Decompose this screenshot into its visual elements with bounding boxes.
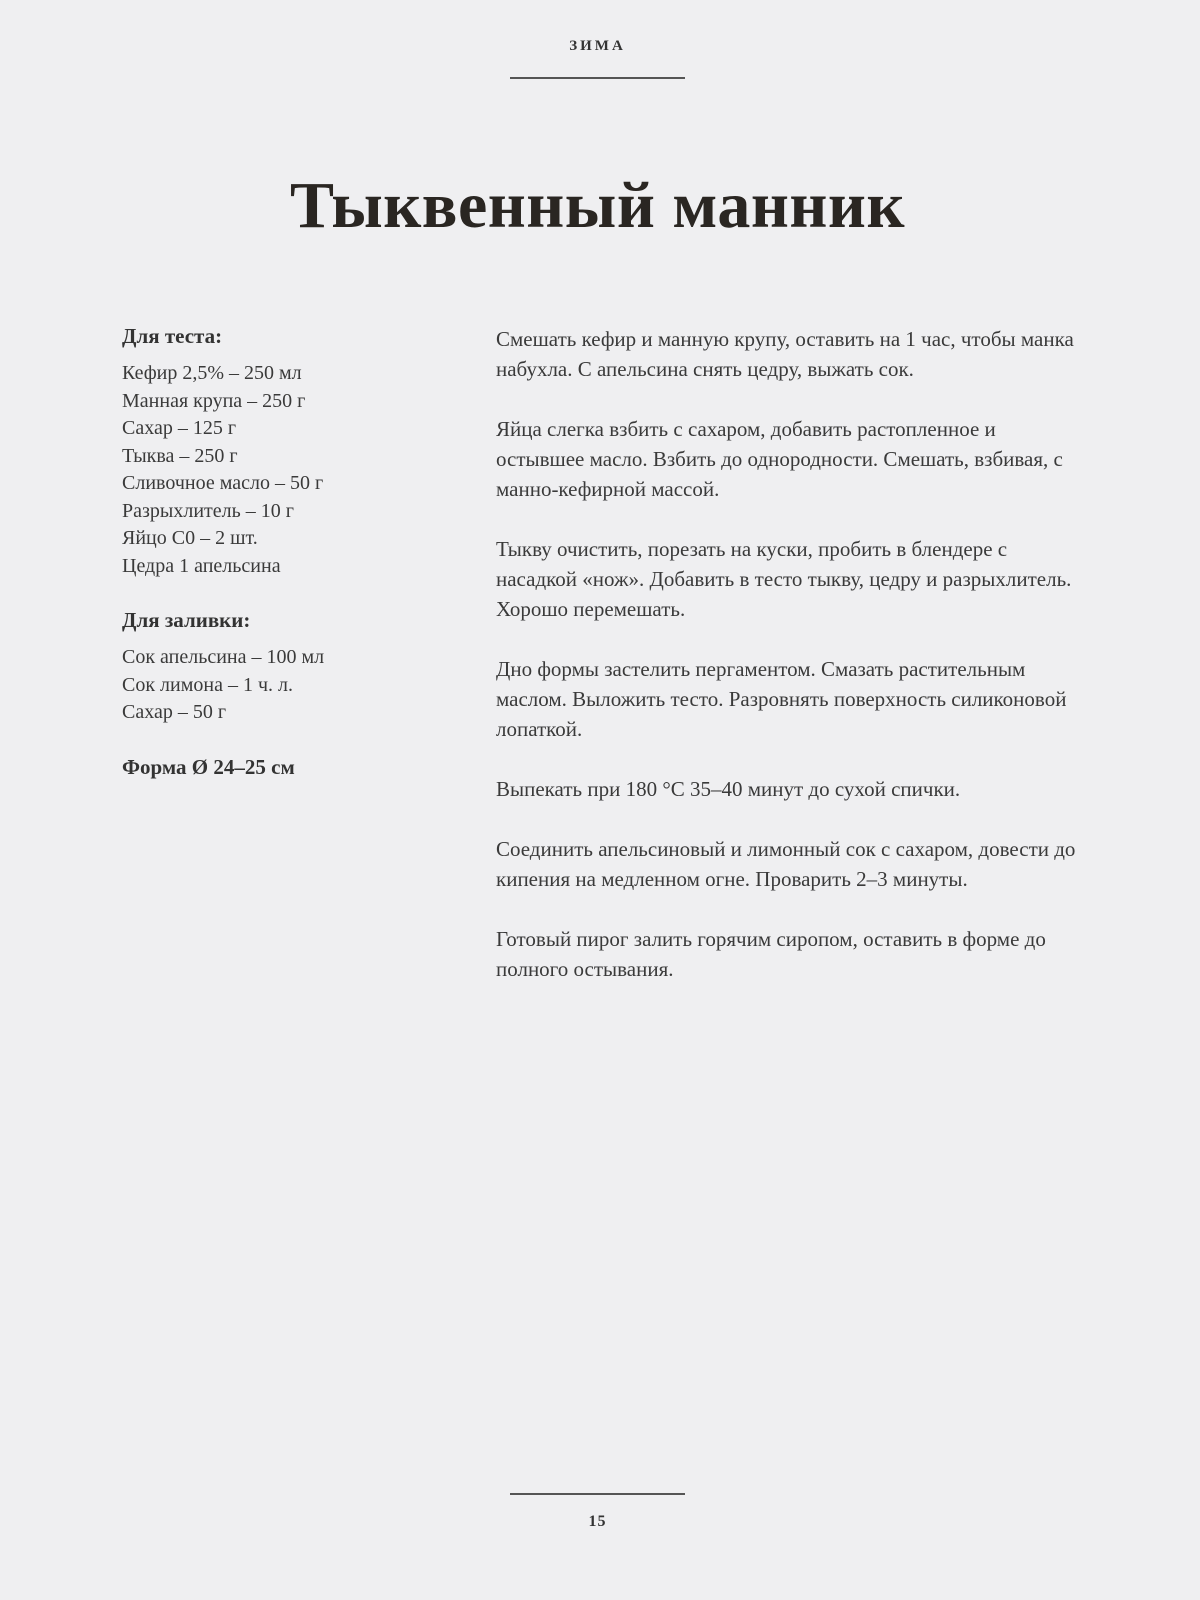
dough-heading: Для теста:: [122, 324, 223, 348]
ingredient-item: Сливочное масло – 50 г: [122, 472, 324, 494]
method-step: Готовый пирог залить горячим сиропом, оставить в форме до полного остывания.: [496, 927, 1046, 981]
method-step: Дно формы застелить пергаментом. Смазать растительным маслом. Выложить тесто. Разровнять поверхность силиконовой лопаткой.: [496, 657, 1067, 741]
footer-divider: [510, 1493, 685, 1495]
ingredient-item: Сок лимона – 1 ч. л.: [122, 673, 294, 696]
ingredients-column: [122, 322, 462, 781]
method-column: [496, 324, 1086, 1014]
section-label: ЗИМА: [569, 38, 626, 54]
ingredient-item: Тыква – 250 г: [122, 444, 238, 467]
pan-size: Форма Ø 24–25 см: [122, 754, 295, 779]
method-step: Тыкву очистить, порезать на куски, пробить в блендере с насадкой «нож». Добавить в тесто тыкву, цедру и разрыхлитель. Хорошо перемешать.: [496, 537, 1072, 621]
method-step: Соединить апельсиновый и лимонный сок с сахаром, довести до кипения на медленном огне. Проварить 2–3 минуты.: [496, 837, 1076, 891]
ingredient-item: Сахар – 125 г: [122, 417, 237, 439]
ingredient-item: Сок апельсина – 100 мл: [122, 646, 325, 668]
dough-ingredient-list: [122, 360, 462, 580]
syrup-ingredient-list: [122, 644, 462, 727]
spacer: [122, 580, 462, 606]
method-step: Яйца слегка взбить с сахаром, добавить растопленное и остывшее масло. Взбить до однородности. Смешать, взбивая, с манно-кефирной массой.: [496, 417, 1063, 501]
method-step: Смешать кефир и манную крупу, оставить на 1 час, чтобы манка набухла. С апельсина снять цедру, выжать сок.: [496, 327, 1074, 381]
header-divider: [510, 77, 685, 79]
ingredient-item: Кефир 2,5% – 250 мл: [122, 362, 302, 384]
syrup-heading: Для заливки:: [122, 608, 251, 632]
ingredient-item: Манная крупа – 250 г: [122, 389, 306, 412]
method-step: Выпекать при 180 °С 35–40 минут до сухой спички.: [496, 777, 961, 801]
ingredient-item: Разрыхлитель – 10 г: [122, 499, 294, 522]
ingredient-item: Яйцо С0 – 2 шт.: [122, 527, 258, 549]
ingredient-item: Сахар – 50 г: [122, 701, 227, 723]
page-number: 15: [588, 1513, 607, 1530]
ingredient-item: Цедра 1 апельсина: [122, 554, 281, 577]
page-title: Тыквенный манник: [290, 169, 905, 242]
